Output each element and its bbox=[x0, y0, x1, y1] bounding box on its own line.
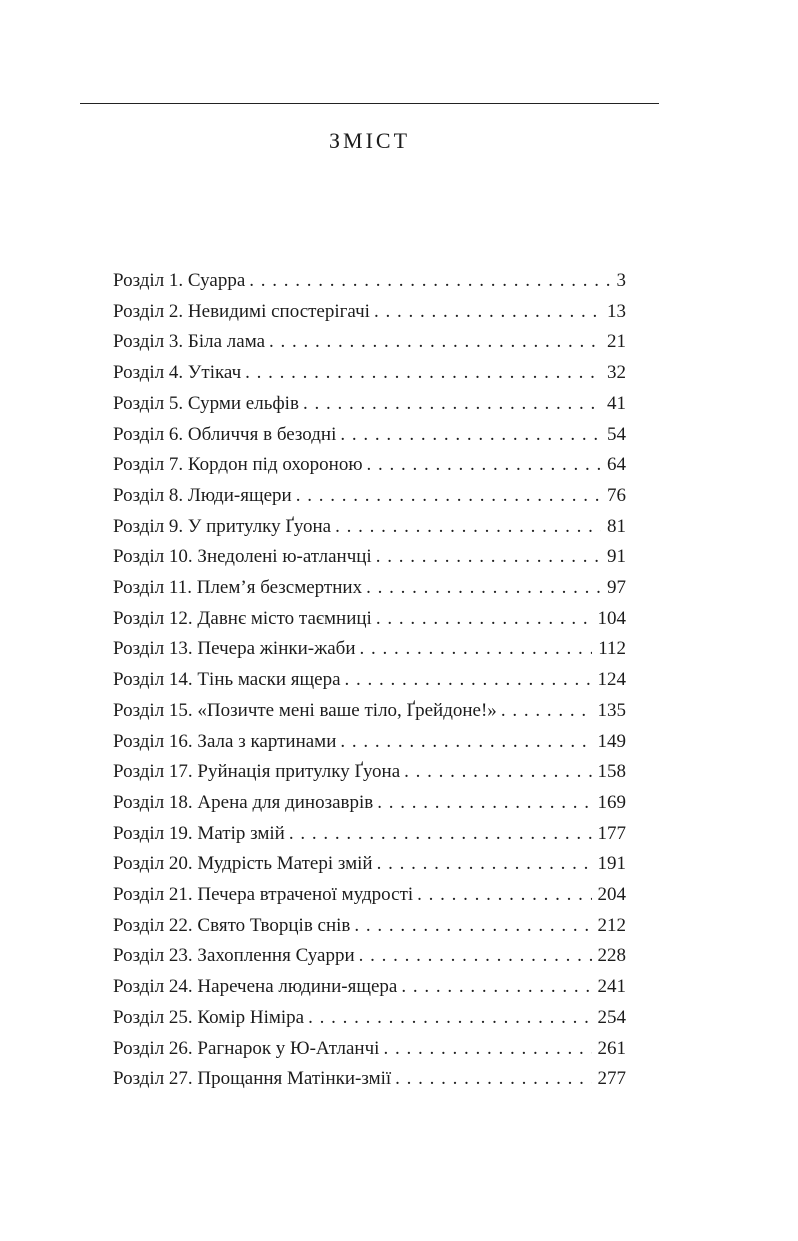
toc-entry-dot-leader bbox=[308, 1003, 591, 1034]
toc-entry-page: 135 bbox=[597, 699, 626, 721]
toc-entry bbox=[113, 665, 626, 696]
toc-entry bbox=[113, 266, 626, 297]
toc-entry-dot-leader bbox=[354, 911, 591, 942]
toc-entry-label: Розділ 5. Сурми ельфів bbox=[113, 392, 299, 414]
toc-entry-dot-leader bbox=[303, 389, 601, 420]
toc-entry-label: Розділ 19. Матір змій bbox=[113, 822, 285, 844]
toc-entry-dot-leader bbox=[374, 297, 601, 328]
toc-entry-dot-leader bbox=[395, 1064, 591, 1095]
toc-entry-label: Розділ 8. Люди-ящери bbox=[113, 484, 292, 506]
toc-entry-label: Розділ 24. Наречена людини-ящера bbox=[113, 976, 398, 998]
toc-entry bbox=[113, 819, 626, 850]
toc-entry-label: Розділ 13. Печера жінки-жаби bbox=[113, 638, 356, 660]
toc-entry-dot-leader bbox=[367, 450, 601, 481]
toc-entry-dot-leader bbox=[249, 266, 610, 297]
toc-entry bbox=[113, 941, 626, 972]
toc-entry-dot-leader bbox=[359, 634, 592, 665]
toc-entry bbox=[113, 880, 626, 911]
toc-entry bbox=[113, 911, 626, 942]
toc-entry-page: 81 bbox=[607, 515, 626, 537]
toc-entry-page: 76 bbox=[607, 484, 626, 506]
toc-entry-label: Розділ 20. Мудрість Матері змій bbox=[113, 853, 373, 875]
toc-entry bbox=[113, 727, 626, 758]
toc-entry-label: Розділ 1. Суарра bbox=[113, 270, 246, 291]
toc-entry bbox=[113, 757, 626, 788]
toc-entry bbox=[113, 1064, 626, 1095]
toc-entry-dot-leader bbox=[366, 573, 601, 604]
toc-entry bbox=[113, 634, 626, 665]
toc-entry-dot-leader bbox=[269, 327, 601, 358]
toc-entry-dot-leader bbox=[383, 1034, 591, 1065]
toc-entry-page: 41 bbox=[607, 392, 626, 414]
toc-entry-dot-leader bbox=[417, 880, 591, 911]
toc-entry-page: 241 bbox=[597, 976, 626, 998]
toc-entry-page: 261 bbox=[597, 1037, 626, 1059]
toc-entry-label: Розділ 11. Плем’я безсмертних bbox=[113, 577, 363, 599]
toc-entry bbox=[113, 512, 626, 543]
toc-entry-dot-leader bbox=[376, 542, 601, 573]
horizontal-rule bbox=[80, 103, 659, 104]
toc-entry-dot-leader bbox=[401, 972, 591, 1003]
toc-entry-page: 112 bbox=[598, 638, 626, 660]
toc-entry-label: Розділ 6. Обличчя в безодні bbox=[113, 423, 337, 445]
toc-entry bbox=[113, 604, 626, 635]
page-title: ЗМІСТ bbox=[328, 128, 411, 153]
toc-entry bbox=[113, 1034, 626, 1065]
toc-entry-label: Розділ 9. У притулку Ґуона bbox=[113, 515, 332, 537]
toc-entry bbox=[113, 297, 626, 328]
toc-entry-label: Розділ 26. Рагнарок у Ю-Атланчі bbox=[113, 1037, 380, 1059]
toc-entry-page: 169 bbox=[597, 791, 626, 813]
toc-entry bbox=[113, 420, 626, 451]
toc-entry-page: 21 bbox=[607, 331, 626, 353]
toc-entry bbox=[113, 573, 626, 604]
toc-entry-page: 13 bbox=[607, 300, 626, 322]
toc-entry-label: Розділ 4. Утікач bbox=[113, 362, 242, 384]
toc-entry-dot-leader bbox=[501, 696, 592, 727]
toc-entry-dot-leader bbox=[289, 819, 592, 850]
toc-entry-page: 3 bbox=[616, 270, 626, 291]
toc-entry-label: Розділ 23. Захоплення Суарри bbox=[113, 945, 355, 967]
toc-entry-page: 212 bbox=[597, 914, 626, 936]
toc-entry bbox=[113, 696, 626, 727]
toc-entry bbox=[113, 450, 626, 481]
toc-entry-label: Розділ 21. Печера втраченої мудрості bbox=[113, 884, 414, 906]
toc-entry bbox=[113, 327, 626, 358]
toc-entry-dot-leader bbox=[340, 420, 601, 451]
toc-entry-page: 104 bbox=[597, 607, 626, 629]
toc-list bbox=[113, 266, 626, 1095]
toc-entry bbox=[113, 788, 626, 819]
toc-entry-label: Розділ 3. Біла лама bbox=[113, 331, 266, 353]
toc-entry bbox=[113, 358, 626, 389]
toc-entry-page: 177 bbox=[597, 822, 626, 844]
toc-entry-dot-leader bbox=[245, 358, 601, 389]
toc-entry-label: Розділ 10. Знедолені ю-атланчці bbox=[113, 546, 372, 568]
toc-entry-page: 228 bbox=[597, 945, 626, 967]
toc-entry bbox=[113, 849, 626, 880]
toc-entry-dot-leader bbox=[376, 604, 592, 635]
toc-entry-label: Розділ 7. Кордон під охороною bbox=[113, 454, 363, 476]
toc-entry-dot-leader bbox=[335, 512, 601, 543]
toc-entry-page: 254 bbox=[597, 1006, 626, 1028]
toc-entry bbox=[113, 389, 626, 420]
toc-entry-page: 97 bbox=[607, 577, 626, 599]
toc-entry-page: 277 bbox=[597, 1068, 626, 1090]
toc-entry bbox=[113, 481, 626, 512]
toc-entry bbox=[113, 542, 626, 573]
toc-entry-page: 91 bbox=[607, 546, 626, 568]
toc-entry-dot-leader bbox=[345, 665, 592, 696]
toc-entry-dot-leader bbox=[359, 941, 592, 972]
toc-entry-label: Розділ 2. Невидимі спостерігачі bbox=[113, 300, 370, 322]
toc-entry-dot-leader bbox=[404, 757, 591, 788]
toc-entry-dot-leader bbox=[377, 788, 591, 819]
toc-entry-page: 32 bbox=[607, 362, 626, 384]
toc-entry-label: Розділ 25. Комір Німіра bbox=[113, 1006, 305, 1028]
toc-entry-page: 64 bbox=[607, 454, 626, 476]
toc-entry-label: Розділ 15. «Позичте мені ваше тіло, Ґрейдоне!» bbox=[113, 699, 497, 721]
toc-entry-label: Розділ 17. Руйнація притулку Ґуона bbox=[113, 761, 401, 783]
toc-entry-label: Розділ 18. Арена для динозаврів bbox=[113, 791, 374, 813]
toc-entry-page: 124 bbox=[597, 669, 626, 691]
toc-entry-dot-leader bbox=[377, 849, 592, 880]
toc-entry-label: Розділ 12. Давнє місто таємниці bbox=[113, 607, 372, 629]
toc-entry bbox=[113, 972, 626, 1003]
toc-entry-page: 204 bbox=[597, 884, 626, 906]
toc-entry-page: 191 bbox=[597, 853, 626, 875]
toc-entry-page: 54 bbox=[607, 423, 626, 445]
toc-entry-label: Розділ 14. Тінь маски ящера bbox=[113, 669, 341, 691]
toc-entry-dot-leader bbox=[340, 727, 591, 758]
toc-entry bbox=[113, 1003, 626, 1034]
toc-entry-label: Розділ 22. Свято Творців снів bbox=[113, 914, 351, 936]
toc-entry-page: 158 bbox=[597, 761, 626, 783]
toc-entry-label: Розділ 16. Зала з картинами bbox=[113, 730, 337, 752]
toc-entry-dot-leader bbox=[296, 481, 601, 512]
toc-entry-label: Розділ 27. Прощання Матінки-змії bbox=[113, 1068, 392, 1090]
toc-entry-page: 149 bbox=[597, 730, 626, 752]
